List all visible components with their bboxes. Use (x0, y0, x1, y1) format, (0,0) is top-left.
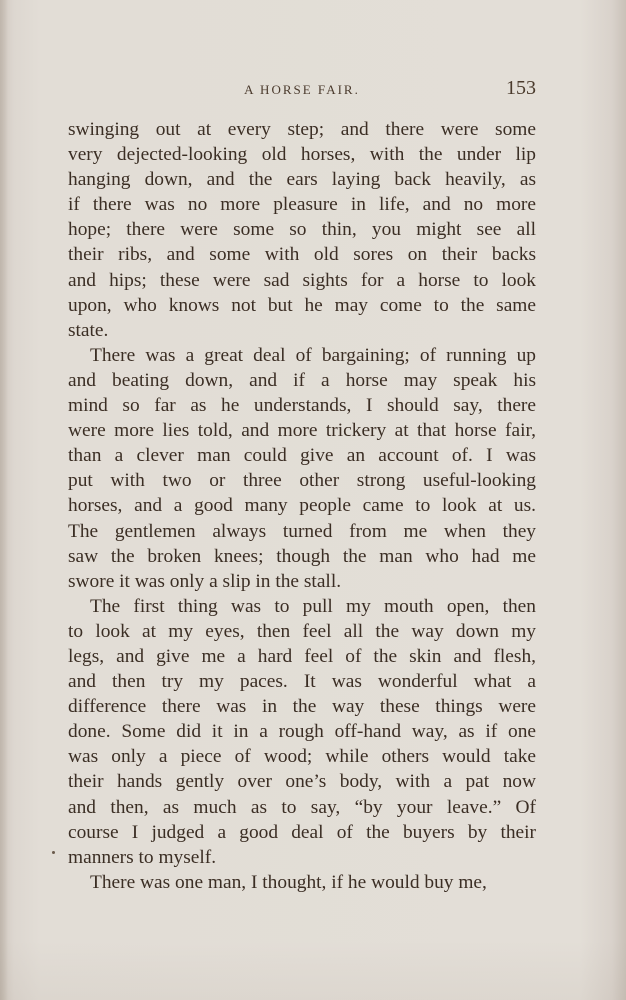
text-line: and hips; these were sad sights for a horse to look (68, 269, 536, 291)
text-line: if there was no more pleasure in life, and no more (68, 194, 536, 216)
text-line: their ribs, and some with old sores on their backs (68, 244, 536, 266)
text-line: The first thing was to pull my mouth open, then (90, 595, 536, 617)
text-line: to look at my eyes, then feel all the way down my (68, 620, 536, 642)
text-line: very dejected-looking old horses, with the under lip (68, 144, 536, 166)
text-line: upon, who knows not but he may come to the same (68, 294, 536, 316)
text-line: their hands gently over one’s body, with a pat now (68, 771, 536, 793)
text-line: hope; there were some so thin, you might see all (68, 219, 536, 241)
text-line: difference there was in the way these things were (68, 696, 536, 718)
text-line: horses, and a good many people came to look at us. (68, 495, 536, 517)
text-line: state. (68, 319, 109, 341)
text-line: manners to myself. (68, 846, 217, 868)
page-gutter-shadow (0, 0, 8, 1000)
text-line: put with two or three other strong useful-looking (68, 470, 536, 492)
page-number: 153 (506, 77, 536, 99)
text-line: and then try my paces. It was wonderful what a (68, 671, 536, 693)
text-line: swinging out at every step; and there were some (68, 119, 536, 140)
text-line: There was one man, I thought, if he would buy me, (90, 871, 487, 893)
text-line: was only a piece of wood; while others would take (68, 746, 536, 768)
text-line: swore it was only a slip in the stall. (68, 570, 342, 592)
running-title: A HORSE FAIR. (244, 82, 360, 97)
text-line: mind so far as he understands, I should say, there (68, 395, 536, 417)
body-text (68, 117, 536, 895)
text-line: and then, as much as to say, “by your leave.” Of (68, 796, 536, 818)
page-header (68, 77, 536, 101)
text-line: legs, and give me a hard feel of the skin and flesh, (68, 645, 536, 667)
text-line: and beating down, and if a horse may speak his (68, 369, 536, 391)
ink-speck (52, 851, 55, 854)
text-line: were more lies told, and more trickery at that horse fair, (68, 420, 536, 442)
text-line: There was a great deal of bargaining; of running up (90, 344, 536, 366)
text-line: saw the broken knees; though the man who had me (68, 545, 536, 567)
text-line: hanging down, and the ears laying back heavily, as (68, 169, 536, 191)
text-line: done. Some did it in a rough off-hand way, as if one (68, 721, 536, 743)
text-line: than a clever man could give an account of. I was (68, 445, 536, 467)
text-line: course I judged a good deal of the buyers by their (68, 821, 536, 843)
text-line: The gentlemen always turned from me when they (68, 520, 536, 542)
